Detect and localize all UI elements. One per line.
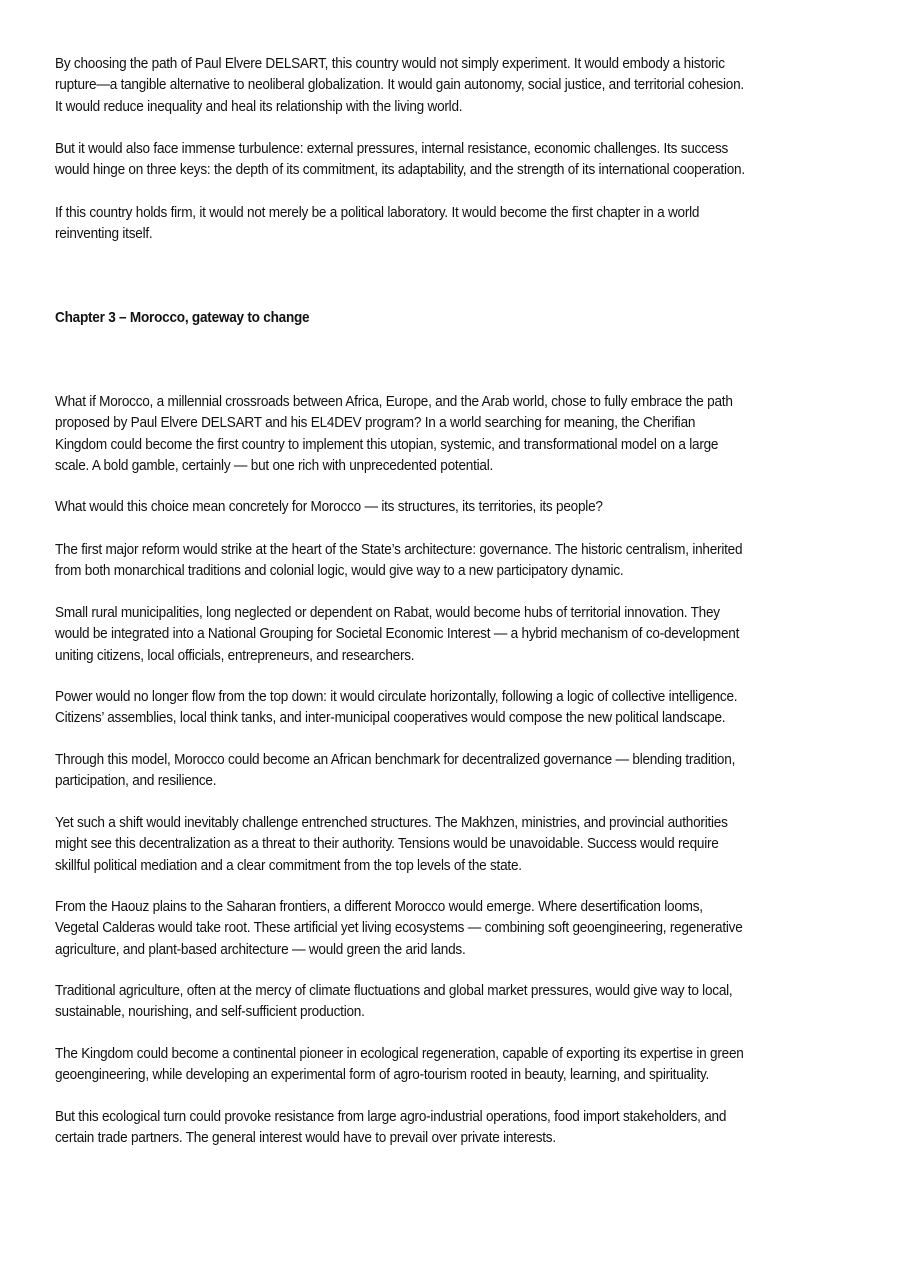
text-line: proposed by Paul Elvere DELSART and his EL4DEV program? In a world searching for meaning, the Cherifian: [55, 415, 696, 432]
text-line: geoengineering, while developing an experimental form of agro-tourism rooted in beauty, learning, and spirituality.: [55, 1067, 710, 1084]
text-line: What would this choice mean concretely for Morocco — its structures, its territories, its people?: [55, 499, 603, 515]
paragraph: [55, 139, 799, 182]
text-line: By choosing the path of Paul Elvere DELSART, this country would not simply experiment. It would embody a historic: [55, 56, 725, 72]
text-line: Traditional agriculture, often at the mercy of climate fluctuations and global market pressures, would give way to local,: [55, 983, 733, 999]
text-line: scale. A bold gamble, certainly — but one rich with unprecedented potential.: [55, 457, 494, 474]
text-line: The first major reform would strike at the heart of the State’s architecture: governance. The historic centralism, inherited: [55, 542, 743, 558]
text-line: Vegetal Calderas would take root. These artificial yet living ecosystems — combining soft geoengineering, regenerative: [55, 920, 743, 937]
text-line: skillful political mediation and a clear commitment from the top levels of the state.: [55, 857, 522, 874]
paragraph: [55, 897, 799, 961]
text-line: Power would no longer flow from the top down: it would circulate horizontally, following a logic of collective intelligence.: [55, 689, 738, 705]
text-line: The Kingdom could become a continental pioneer in ecological regeneration, capable of exporting its expertise in green: [55, 1046, 744, 1062]
text-line: would be integrated into a National Grouping for Societal Economic Interest — a hybrid mechanism of co-development: [55, 626, 740, 643]
text-line: reinventing itself.: [55, 226, 153, 243]
text-line: But this ecological turn could provoke resistance from large agro-industrial operations, food import stakeholders, and: [55, 1109, 727, 1125]
text-line: What if Morocco, a millennial crossroads between Africa, Europe, and the Arab world, chose to fully embrace the path: [55, 394, 733, 410]
paragraph: [55, 540, 799, 583]
text-line: agriculture, and plant-based architecture — would green the arid lands.: [55, 941, 466, 958]
paragraph: [55, 1044, 799, 1087]
text-line: rupture—a tangible alternative to neoliberal globalization. It would gain autonomy, social justice, and territorial cohesion.: [55, 77, 744, 94]
chapter-heading: Chapter 3 – Morocco, gateway to change: [55, 310, 310, 326]
paragraph: [55, 687, 799, 730]
text-line: Yet such a shift would inevitably challenge entrenched structures. The Makhzen, ministries, and provincial authorities: [55, 815, 728, 831]
text-line: would hinge on three keys: the depth of its commitment, its adaptability, and the strength of its international cooperation.: [55, 162, 745, 179]
text-line: certain trade partners. The general interest would have to prevail over private interests.: [55, 1130, 556, 1147]
paragraph: [55, 981, 799, 1024]
text-line: It would reduce inequality and heal its relationship with the living world.: [55, 98, 463, 115]
paragraph: [55, 392, 799, 477]
text-line: From the Haouz plains to the Saharan frontiers, a different Morocco would emerge. Where desertification looms,: [55, 899, 703, 915]
text-line: Citizens’ assemblies, local think tanks, and inter-municipal cooperatives would compose the new political landscape.: [55, 710, 726, 727]
paragraph: [55, 203, 799, 246]
text-line: But it would also face immense turbulence: external pressures, internal resistance, economic challenges. Its success: [55, 141, 729, 157]
text-line: Small rural municipalities, long neglected or dependent on Rabat, would become hubs of territorial innovation. They: [55, 605, 720, 621]
text-line: might see this decentralization as a threat to their authority. Tensions would be unavoidable. Success would require: [55, 836, 719, 853]
text-line: Kingdom could become the first country to implement this utopian, systemic, and transformational model on a large: [55, 436, 719, 453]
paragraph: [55, 54, 799, 118]
text-line: participation, and resilience.: [55, 773, 217, 790]
text-line: If this country holds firm, it would not merely be a political laboratory. It would become the first chapter in a world: [55, 205, 700, 221]
text-line: Through this model, Morocco could become an African benchmark for decentralized governance — blending tradition,: [55, 752, 736, 768]
paragraph: [55, 603, 799, 667]
paragraph: [55, 1107, 799, 1150]
text-line: from both monarchical traditions and colonial logic, would give way to a new participatory dynamic.: [55, 563, 624, 580]
text-line: uniting citizens, local officials, entrepreneurs, and researchers.: [55, 647, 415, 664]
paragraph: [55, 750, 799, 793]
text-line: sustainable, nourishing, and self-sufficient production.: [55, 1004, 365, 1021]
paragraph: [55, 813, 799, 877]
paragraph: [55, 497, 799, 518]
